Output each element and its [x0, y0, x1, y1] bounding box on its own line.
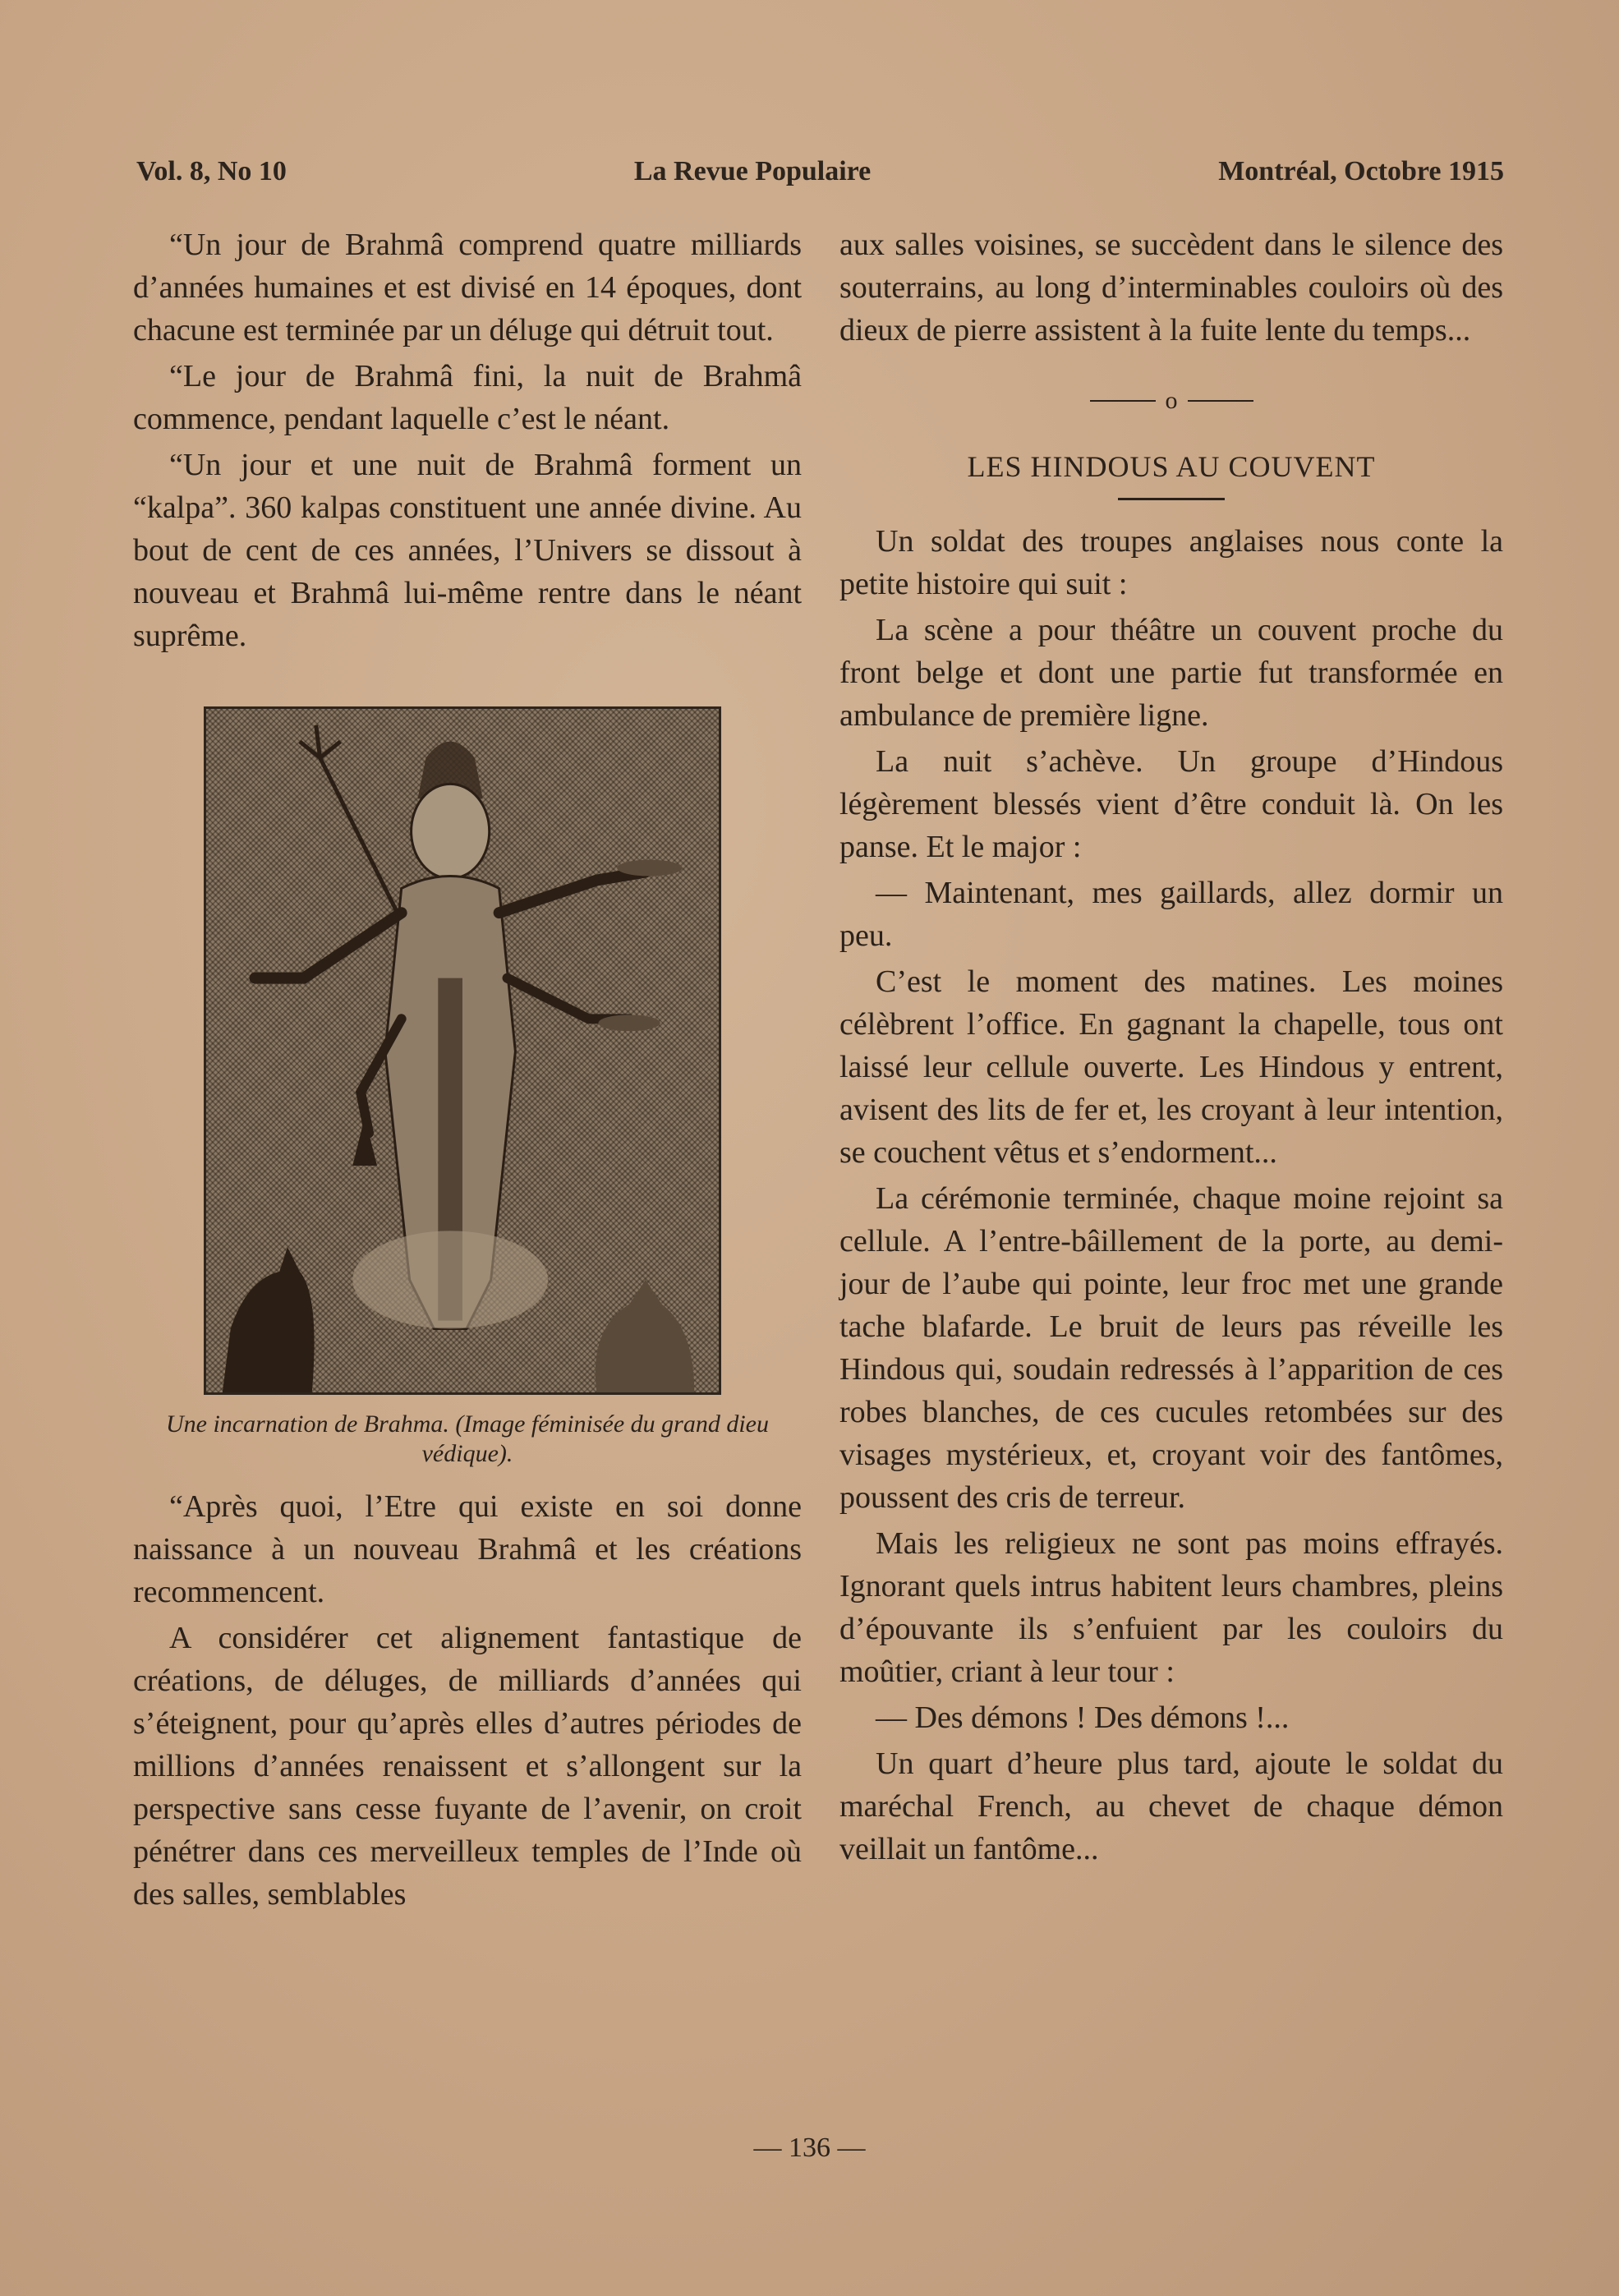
paragraph: — Des démons ! Des démons !... [876, 1700, 1290, 1735]
paragraph: “Un jour et une nuit de Brahmâ forment un “kalpa”. 360 kalpas constituent une année divine. Au bout de cent de ces années, l’Univers se dissout à nouveau et Brahmâ lui-même rentre dans le néant suprême. [133, 448, 802, 653]
paragraph: La scène a pour théâtre un couvent proche du front belge et dont une partie fut transformée en ambulance de première ligne. [839, 613, 1503, 733]
section-heading: LES HINDOUS AU COUVENT [967, 450, 1376, 483]
brahma-figure-drawing [206, 709, 719, 1392]
page-number: — 136 — [753, 2133, 866, 2163]
paragraph: — Maintenant, mes gaillards, allez dormir un peu. [839, 876, 1503, 953]
paragraph: La cérémonie terminée, chaque moine rejoint sa cellule. A l’entre-bâillement de la porte, au demi-jour de l’aube qui pointe, leur froc met une grande tache blafarde. Le bruit de leurs pas réveille les Hindous qui, soudain redressés à l’apparition de ces robes blanches, de ces cucules retombées sur des visages mystérieux, et, croyant voir des fantômes, poussent des cris de terreur. [839, 1181, 1503, 1515]
page-header [136, 156, 1504, 187]
paragraph: Un quart d’heure plus tard, ajoute le soldat du maréchal French, au chevet de chaque démon veillait un fantôme... [839, 1746, 1503, 1866]
paragraph-continuation: aux salles voisines, se succèdent dans le silence des souterrains, au long d’interminables couloirs où des dieux de pierre assistent à la fuite lente du temps... [839, 228, 1503, 347]
paragraph: “Après quoi, l’Etre qui existe en soi donne naissance à un nouveau Brahmâ et les créations recommencent. [133, 1489, 802, 1609]
right-column [839, 223, 1503, 1874]
divider-line [1188, 400, 1253, 402]
figure-caption: Une incarnation de Brahma. (Image féminisée du grand dieu védique). [165, 1410, 770, 1467]
section-divider [839, 380, 1503, 422]
volume-number: Vol. 8, No 10 [136, 156, 287, 186]
paragraph: C’est le moment des matines. Les moines célèbrent l’office. En gagnant la chapelle, tous ont laissé leur cellule ouverte. Les Hindous y entrent, avisent des lits de fer et, les croyant à leur intention, se couchent vêtus et s’endorment... [839, 964, 1503, 1170]
paragraph: Un soldat des troupes anglaises nous conte la petite histoire qui suit : [839, 524, 1503, 601]
heading-rule [1118, 498, 1225, 500]
divider-line [1090, 400, 1156, 402]
paragraph: Mais les religieux ne sont pas moins effrayés. Ignorant quels intrus habitent leurs chambres, pleins d’épouvante ils s’enfuient par les couloirs du moûtier, criant à leur tour : [839, 1526, 1503, 1689]
publication-title: La Revue Populaire [633, 156, 872, 186]
paragraph: “Le jour de Brahmâ fini, la nuit de Brahmâ commence, pendant laquelle c’est le néant. [133, 359, 802, 436]
paragraph: “Un jour de Brahmâ comprend quatre milliards d’années humaines et est divisé en 14 époques, dont chacune est terminée par un déluge qui détruit tout. [133, 228, 802, 347]
paragraph: A considérer cet alignement fantastique de créations, de déluges, de milliards d’années qui s’éteignent, pour qu’après elles d’autres périodes de millions d’années renaissent et s’allongent sur la perspective sans cesse fuyante de l’avenir, on croit pénétrer dans ces merveilleux temples de l’Inde où des salles, semblables [133, 1621, 802, 1912]
divider-symbol: o [1165, 387, 1178, 414]
publication-date: Montréal, Octobre 1915 [1218, 156, 1504, 186]
paragraph: La nuit s’achève. Un groupe d’Hindous légèrement blessés vient d’être conduit là. On les panse. Et le major : [839, 744, 1503, 864]
left-column [133, 223, 802, 1919]
brahma-illustration [204, 706, 721, 1395]
